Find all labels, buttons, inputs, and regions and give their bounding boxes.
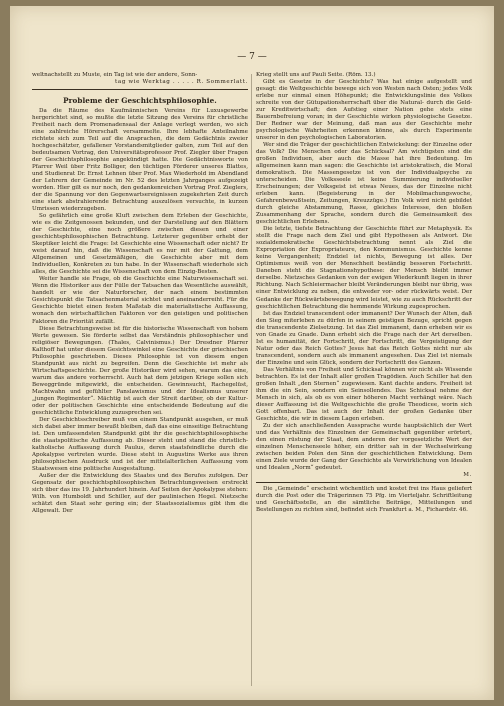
article-paragraph: Zu der sich anschließenden Aussprache wurde hauptsächlich der Wert und das Verhältnis des Einzelnen der Gemeinschaft gegenüber erörtert, den einen rüstung der Staat, dem anderen der vorgesetzliche Wert der einzelnen Menschenseele höher, ein dritter sah in der Wechselwirkung zwischen beiden Polen den Sinn der geschichtlichen Entwicklung. Dem einen Ziele wurde der Gang der Geschichte als Verwirklichung von Idealen und Idealen „Norm“ gedeutet.	[256, 422, 472, 471]
intro-line-2-signature: tag wie Werktag . . . . . R. Sommerlatt.	[115, 79, 248, 86]
newspaper-page	[10, 6, 494, 700]
article-paragraph: Wer sind die Träger der geschichtlichen Entwickelung: der Einzelne oder das Volk? Die Menschen oder das Schicksal? Am wichtigsten sind die großen Individuen, aber auch die Masse hat ihre Bedeutung. Im allgemeinen kann man sagen: die Geschichte ist aristokratisch, die Moral demokratisch. Die Massengesetze ist von der Individualpsyche zu unterscheiden. Die Volksseele ist keine Summierung individueller Erscheinungen; der Volksgeist ist etwas Neues, das der Einzelne nicht erleben kann. (Begeisterung in der Mobilmachungswoche, Gefahrenbewußtsein, Zeitungen, Kreuzzüge.) Ein Volk wird nicht gebildet durch gleiche Abstammung, Rasse, gleiches Interesse, den bloßen Zusammenhang der Sprache, sondern durch die Gemeinsamkeit des geschichtlichen Erlebens.	[256, 142, 472, 226]
article-heading: Probleme der Geschichtsphilosophie.	[63, 96, 217, 106]
article-signature: M.	[463, 471, 472, 478]
section-rule	[256, 482, 472, 483]
section-rule	[32, 89, 248, 90]
article-paragraph: Der Geschichtsschreiber muß von einem Standpunkt ausgehen, er muß sich dabei aber immer bewußt bleiben, daß das eine einseitige Betrachtung ist. Den umfassendsten Standpunkt gibt ihr die geschichtsphilosophische die staatspolitische Auffassung ab. Dieser steht und stand die christlich-katholische Auffassung durch Paulus, deren staatsfeindliche durch die Apokalypse vertreten wurde. Diese steht in Augustins Werke aus ihren philosophischen Ausdruck und ist der mittelalterlichen Auffassung vom Staatswesen eine politische Ausgestaltung.	[32, 416, 248, 472]
right-column	[256, 72, 472, 688]
article-paragraph: Da die Räume des Kaufmännischen Vereins für Luxusgewerbe hergerichtet sind, so mußte die letzte Sitzung des Vereins für christliche Freiheit nach dem Promenadensaal der Anlage verlegt werden, wo sich eine zahlreiche Hörerschaft versammelte. Ihre lebhafte Anteilnahme richtete sich zum Teil auf die Ansprachen, die dem Gedächtnis zweier hochgeschätzter, gefallener Vorstandsmitglieder galten, zum Teil auf den bedeutsamen Vortrag, den Universitätsprofessor Prof. Ziegler über Fragen der Geschichtsphilosophie angekündigt hatte. Die Gedächtnisworte von Pfarrer Weil über Fritz Bolliger, den tüchtigen Förderer unseres Blattes, und Studienrat Dr. Ernst Lehnen über Prof. Max Wiederhold im Abendland der Lehrern der Gemeinde im Nr. 52 des letzten Jahrganges aufgezeigt worden. Hier gilt es nur noch, den gedankenreichen Vortrag Prof. Zieglers, der die Spannung vor den Gegenwartsereignissen zugekehrten Zeit durch eine stark abstrahierende Betrachtung auszulösen versuchte, in kurzen Umrissen wiederzugeben.	[32, 108, 248, 213]
page-number: — 7 —	[237, 52, 267, 62]
left-column	[32, 72, 248, 688]
article-paragraph: Ist das Endziel transcendent oder immanent? Der Wunsch der Alten, daß den Sieg miterleben zu dürfen in seinem geistigen Bezuge, spricht gegen die transcendente Zielsetzung. Ist das Ziel immanent, dann erheben wir es von Gnade zu Gnade. Dann erhebt sich die Frage nach der Art derselben. Ist es humanität, der Fortschritt, der Fortschritt, die Vergeistigung der Natur oder das Reich Gottes? Jesus hat das Reich Gottes nicht nur als transcendent, sondern auch als immanent angesehen. Das Ziel ist niemals der Einzelne und sein Glück, sondern der Fortschritt des Ganzen.	[256, 310, 472, 366]
article-paragraph: Außer der die Entwicklung des Staates und des Berufes zufolgen. Der Gegensatz der geschichtsphilosophischen Betrachtungsweisen erstreckt sich über das ins 19. Jahrhundert hinein. Auf Seiten der Apokalypse stehen: Wilh. von Humboldt und Schiller, auf der paulinischen Hegel. Nietzsche schätzt den Staat sehr gering ein; der Staatssozialismus gibt ihm die Allgewalt. Der	[32, 472, 248, 514]
article-paragraph: Gibt es Gesetze in der Geschichte? Was hat einige aufgestellt und gesagt: die Weltgeschichte bewege sich von Westen nach Osten; jedes Volk erlebe nur einmal einen Höhepunkt; die Entwicklungslinie des Volkes schreite von der Gütupationsherrschaft über die Natural- durch die Geld- zur Kreditwirtschaft; den Aufstieg einer Nation gehe stets eine Bauernbefreiung voran; in der Geschichte wirken physiologische Gesetze. Der Redner war der Meinung, daß man aus der Geschichte mehr psychologische Wahrheiten erkennen könne, als durch Experimente unserer in den psychologischen Laboratorien.	[256, 79, 472, 142]
article-paragraph: Weiter handle sie Frage, ob die Geschichte eine Naturwissenschaft sei. Wenn die Historiker aus der Fülle der Tatsachen das Wesentliche auswählt, handelt er wie der Naturforscher, der nach einem bestimmten Gesichtspunkt die Tatsachenmaterial sichtet und aneinanderreiht. Für die Geschichte bietet einen festen Maßstab die materialistische Auffassung, wonach den wirtschaftlichen Faktoren vor den geistigen und politischen Faktoren die Priorität zufällt.	[32, 276, 248, 325]
article-paragraph: So gefährlich eine große Kluft zwischen dem Erleben der Geschichte, wie es die Zeitgenossen bekunden, und der Darstellung auf den Blättern der Geschichte, eine noch größere zwischen diesen und einer geschichtsphilosophischen Betrachtung. Letzterer gegenüber erhebt der Skeptiker leicht die Frage: Ist Geschichte eine Wissenschaft oder nicht? Er weist darauf hin, daß die Wissenschaft es nur mit der Gattung, dem Allgemeinen und Gesetzmäßigen, die Geschichte aber mit dem Individuellen, Konkreten zu tun habe. In der Wissenschaft wiederhole sich alles, die Geschichte sei die Wissenschaft von dem Einzig-Besten.	[32, 213, 248, 276]
column-divider	[251, 74, 252, 686]
article-paragraph: Das Verhältnis von Freiheit und Schicksal können wir nicht als Wissende betrachten. Es ist der Inhalt aller großen Tragödien. Auch Schiller hat den großen Inhalt „den Sternen“ zugewiesen. Kant dachte anders. Freiheit ist ihm die ein Sein, sondern ein Seinsollendes. Das Schicksal nehme der Mensch in sich, als ob es von einer höheren Macht verhängt wäre. Nach dieser Auffassung ist die Weltgeschichte die große Theodicee, worin sich Gott offenbart. Das ist auch der Inhalt der großen Gedanke über Geschichte, die wir in diesem Lagen erleben.	[256, 366, 472, 422]
intro-line-1: weltnachstellt zu Muste, ein Tag ist wie der andere, Sonn-	[32, 72, 198, 78]
publication-notice: Die „Gemeinde“ erscheint wöchentlich und kostet frei ins Haus geliefert durch die Post oder die Trägerinnen 75 Pfg. im Vierteljahr. Schriftleitung und Geschäftsstelle, an die sämtliche Beiträge, Mitteilungen und Bestellungen zu richten sind, befindet sich Frankfurt a. M., Fichardstr. 46.	[256, 485, 472, 513]
article-paragraph: Die letzte, tiefste Betrachtung der Geschichte führt zur Metaphysik. Es stellt die Frage nach dem Ziel und gibt Hypothesen als Antwort. Die sozialdemokratische Geschichtsbetrachtung nennt als Ziel die Expropriation der Expropriateure, den Kommunismus. Geschichte kenne keine Vergangenheit; Endziel ist nichts, Bewegung ist alles. Der Optimismus weiß von der Menschheit beständig besseren Fortschritt. Daneben steht die Stagnationshypothese: der Mensch bleibt immer derselbe. Nietzsches Gedanken von der ewigen Wiederkunft liegen in ihrer Richtung. Nach Schleiermacher bleibt Veränderungen bleibt nur übrig, was einer Entwicklung zu neben, die entweder vor- oder rückwärts weist. Der Gedanke der Rückwärtsbewegung wird leistet, wie zu auch Rückschritt der geschichtlichen Betrachtung die hemmende Wirkung zugesprochen.	[256, 226, 472, 310]
article-paragraph: Diese Betrachtungsweise ist für die historische Wissenschaft von hohem Werte gewesen. Sie förderte selbst das Verständnis philosophischer und religiöser Bewegungen. (Thales, Calvinismus.) Der Dresdner Pfarrer Kalthoff hat unter diesem Gesichtswinkel eine Geschichte der griechischen Philosophie geschrieben. Dieses Philosophie ist von diesem engen Standpunkt aus nicht zu begreifen. Denn die Geschichte ist mehr als Wirtschaftsgeschichte. Der große Historiker wird sehen, warum das eine, warum das andere vorherrscht. Auch hat dem jetzigen Kriege sollen sich Beweggründe mitgewirkt, die entscheiden. Gewinnsucht, Rachegelüst, Machtwahn und gefühlter Panslawismus und der Idealismus unserer „jungen Regimenter“. Mächtig ist auch der Streit darüber, ob der Kultur- oder der politischen Geschichte eine entscheidende Bedeutung auf die geschichtliche Entwicklung zuzusprechen sei.	[32, 325, 248, 416]
article-paragraph: Krieg stellt uns auf Pauli Seite. (Röm. 13.)	[256, 72, 376, 78]
